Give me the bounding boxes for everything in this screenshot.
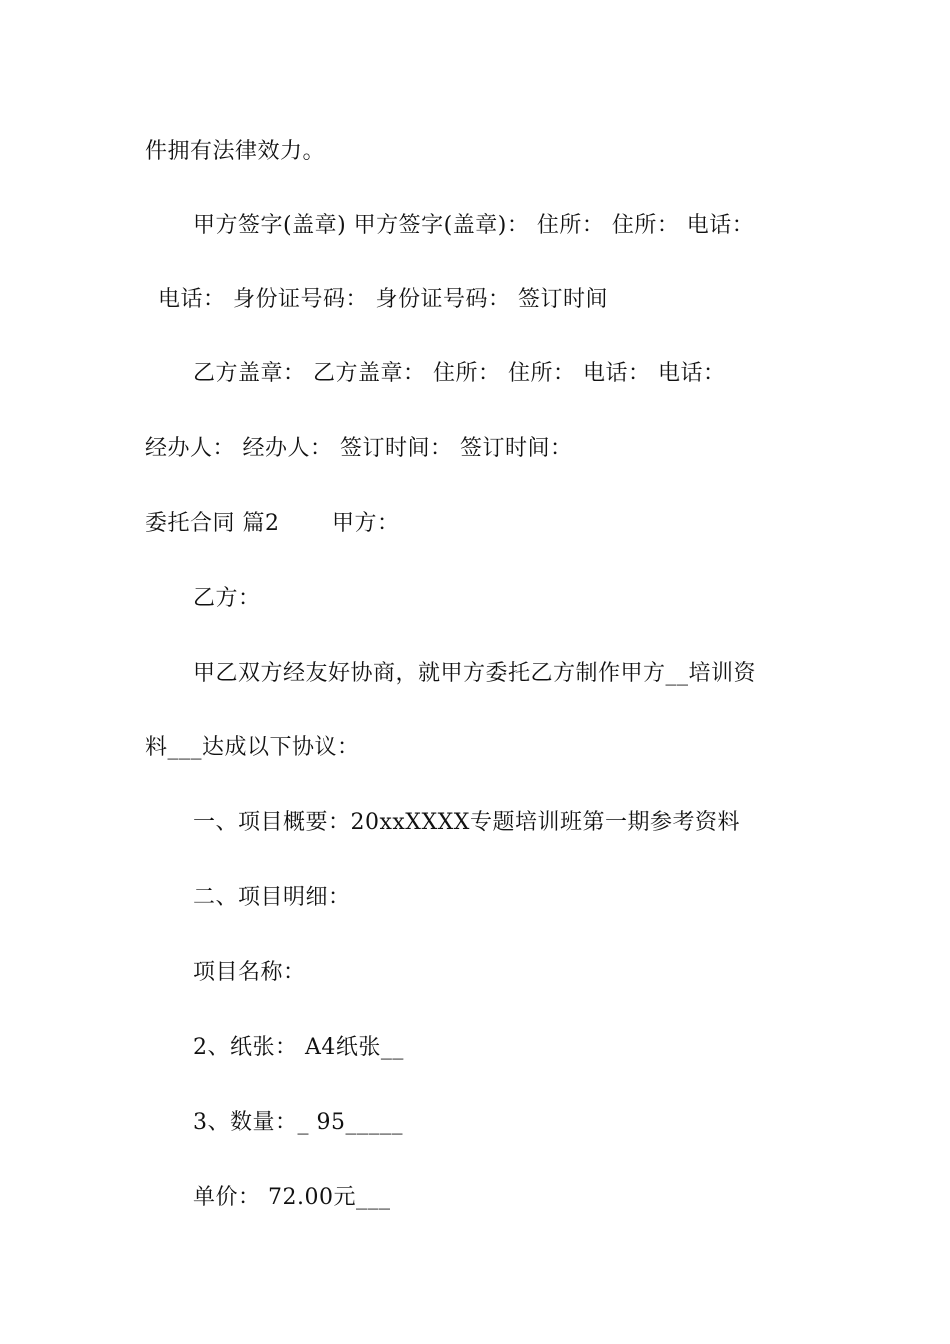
paragraph-line-12: 项目名称： [193, 960, 306, 985]
paragraph-line-13: 2、纸张： A4纸张__ [193, 1035, 404, 1060]
paragraph-line-10: 一、项目概要：20xxXXXX专题培训班第一期参考资料 [193, 810, 740, 835]
paragraph-line-7: 乙方： [193, 586, 261, 611]
paragraph-line-1: 件拥有法律效力。 [145, 139, 326, 164]
paragraph-line-9: 料___达成以下协议： [145, 735, 360, 760]
paragraph-line-8: 甲乙双方经友好协商，就甲方委托乙方制作甲方__培训资 [193, 661, 757, 686]
paragraph-line-3: 电话： 身份证号码： 身份证号码： 签订时间 [158, 287, 608, 312]
paragraph-line-15: 单价： 72.00元___ [193, 1185, 391, 1210]
paragraph-line-14: 3、数量：_ 95_____ [193, 1110, 403, 1135]
paragraph-line-11: 二、项目明细： [193, 885, 351, 910]
paragraph-line-2: 甲方签字(盖章) 甲方签字(盖章)： 住所： 住所： 电话： [193, 213, 755, 238]
section-heading: 委托合同 篇2 甲方： [145, 511, 400, 536]
paragraph-line-5: 经办人： 经办人： 签订时间： 签订时间： [145, 436, 573, 461]
paragraph-line-4: 乙方盖章： 乙方盖章： 住所： 住所： 电话： 电话： [193, 361, 726, 386]
